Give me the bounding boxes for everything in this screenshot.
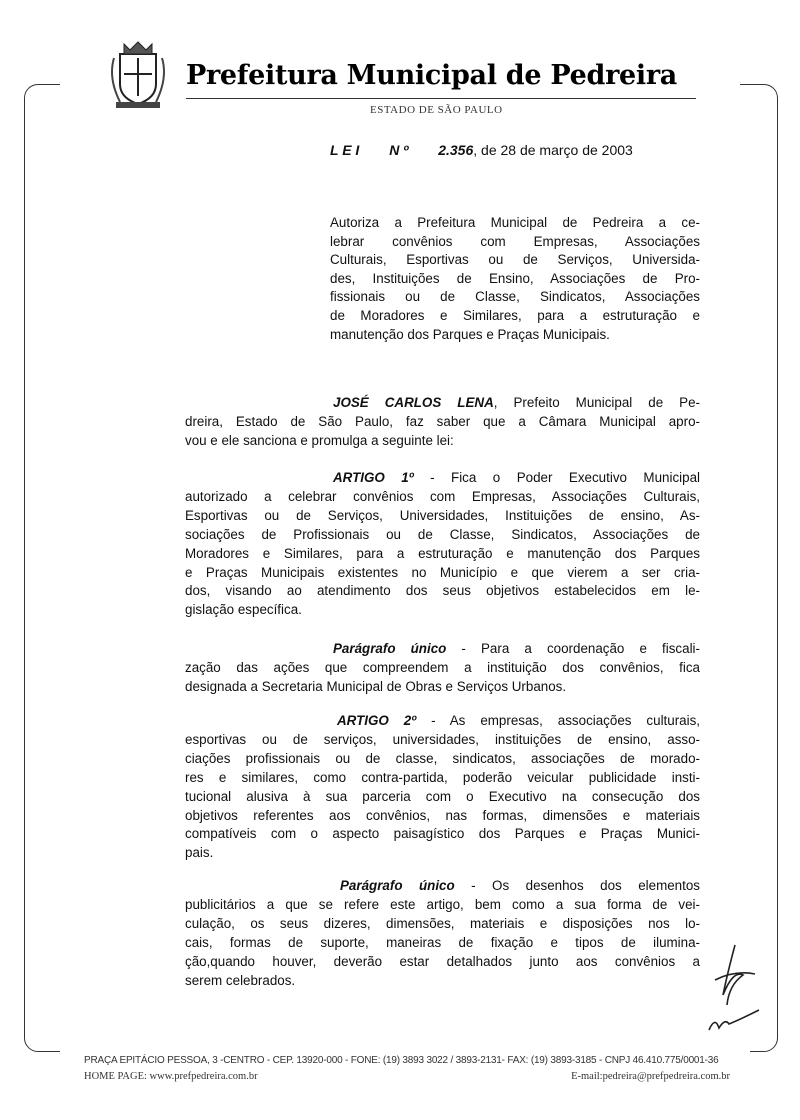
paragraph-line: ciações profissionais ou de classe, sindicatos, associações de morado- (185, 750, 700, 766)
law-label: L E I (330, 142, 360, 158)
paragraph-first-line (333, 394, 700, 412)
abstract-line: Autoriza a Prefeitura Municipal de Pedreira a ce- (330, 215, 700, 230)
footer-email[interactable]: E-mail:pedreira@prefpedreira.com.br (571, 1071, 730, 1082)
abstract-line: manutenção dos Parques e Praças Municipais. (330, 326, 610, 342)
paragraph-text: - As empresas, associações culturais, (416, 713, 701, 728)
paragraph-line: Esportivas ou de Serviços, Universidades, Instituições de ensino, As- (185, 507, 700, 523)
paragraph-first-line (333, 469, 700, 487)
paragraph-line: sociações de Profissionais ou de Classe, Sindicatos, Associações de (185, 526, 700, 542)
abstract-line: lebrar convênios com Empresas, Associações (330, 233, 700, 249)
paragraph-line: ção,quando houver, deverão estar detalhados junto aos convênios a (185, 953, 700, 969)
number-label: N º (389, 142, 409, 158)
title-rule (186, 98, 696, 99)
paragraph-line: res e similares, como contra-partida, poderão veicular publicidade insti- (185, 769, 700, 785)
paragraph-lead: Parágrafo único (333, 641, 447, 656)
signature (695, 940, 775, 1040)
paragraph-text: - Os desenhos dos elementos (454, 878, 700, 893)
law-date: , de 28 de março de 2003 (473, 142, 633, 158)
paragraph-line: serem celebrados. (185, 972, 296, 988)
letterhead-subtitle: ESTADO DE SÃO PAULO (370, 104, 503, 116)
footer-address: PRAÇA EPITÁCIO PESSOA, 3 -CENTRO - CEP. 13920-000 - FONE: (19) 3893 3022 / 3893-2131- FAX: (19) 3893-3185 - CNPJ 46.410.775/0001-36 (84, 1055, 719, 1066)
paragraph-line: zação das ações que compreendem a instituição dos convênios, fica (185, 659, 700, 675)
paragraph-line: autorizado a celebrar convênios com Empresas, Associações Culturais, (185, 488, 700, 504)
law-heading (330, 142, 633, 158)
paragraph-line: designada a Secretaria Municipal de Obras e Serviços Urbanos. (185, 678, 567, 694)
paragraph-line: cais, formas de suporte, maneiras de fixação e tipos de ilumina- (185, 934, 700, 950)
paragraph-lead: ARTIGO 1º (333, 470, 414, 485)
letterhead-title: Prefeitura Municipal de Pedreira (186, 60, 677, 91)
paragraph-first-line (340, 877, 700, 895)
paragraph-line: e Praças Municipais existentes no Município e que vierem a ser cria- (185, 564, 700, 580)
paragraph-line: culação, os seus dizeres, dimensões, materiais e disposições nos lo- (185, 915, 700, 931)
paragraph-text: - Fica o Poder Executivo Municipal (413, 470, 700, 485)
paragraph-line: dos, visando ao atendimento dos seus objetivos estabelecidos em le- (185, 583, 700, 599)
paragraph-first-line (337, 712, 700, 730)
paragraph-lead: Parágrafo único (340, 878, 455, 893)
paragraph-line: gislação específica. (185, 602, 302, 618)
paragraph-text: , Prefeito Municipal de Pe- (493, 395, 701, 410)
paragraph-first-line (333, 640, 700, 658)
paragraph-line: objetivos referentes aos convênios, nas formas, dimensões e materiais (185, 807, 700, 823)
paragraph-line: tucional alusiva à sua parceria com o Executivo na consecução dos (185, 788, 700, 804)
paragraph-line: publicitários a que se refere este artigo, bem como a sua forma de vei- (185, 896, 700, 912)
paragraph-text: - Para a coordenação e fiscali- (446, 641, 700, 656)
abstract-line: Culturais, Esportivas ou de Serviços, Universida- (330, 252, 700, 268)
paragraph-line: Moradores e Similares, para a estruturação e manutenção dos Parques (185, 545, 700, 561)
paragraph-line: vou e ele sanciona e promulga a seguinte lei: (185, 432, 454, 448)
paragraph-lead: ARTIGO 2º (337, 713, 417, 728)
abstract-line: de Moradores e Similares, para a estruturação e (330, 308, 700, 323)
paragraph-line: pais. (185, 845, 214, 861)
footer-homepage[interactable]: HOME PAGE: www.prefpedreira.com.br (84, 1071, 258, 1082)
law-number: 2.356 (438, 142, 474, 158)
municipal-crest-icon (106, 38, 170, 114)
paragraph-line: compatíveis com o aspecto paisagístico dos Parques e Praças Munici- (185, 826, 700, 842)
paragraph-line: dreira, Estado de São Paulo, faz saber que a Câmara Municipal apro- (185, 413, 700, 429)
abstract-line: fissionais ou de Classe, Sindicatos, Associações (330, 289, 700, 305)
paragraph-lead: JOSÉ CARLOS LENA (333, 395, 494, 410)
abstract-line: des, Instituições de Ensino, Associações de Pro- (330, 270, 700, 286)
paragraph-line: esportivas ou de serviços, universidades, instituições de ensino, asso- (185, 731, 700, 747)
